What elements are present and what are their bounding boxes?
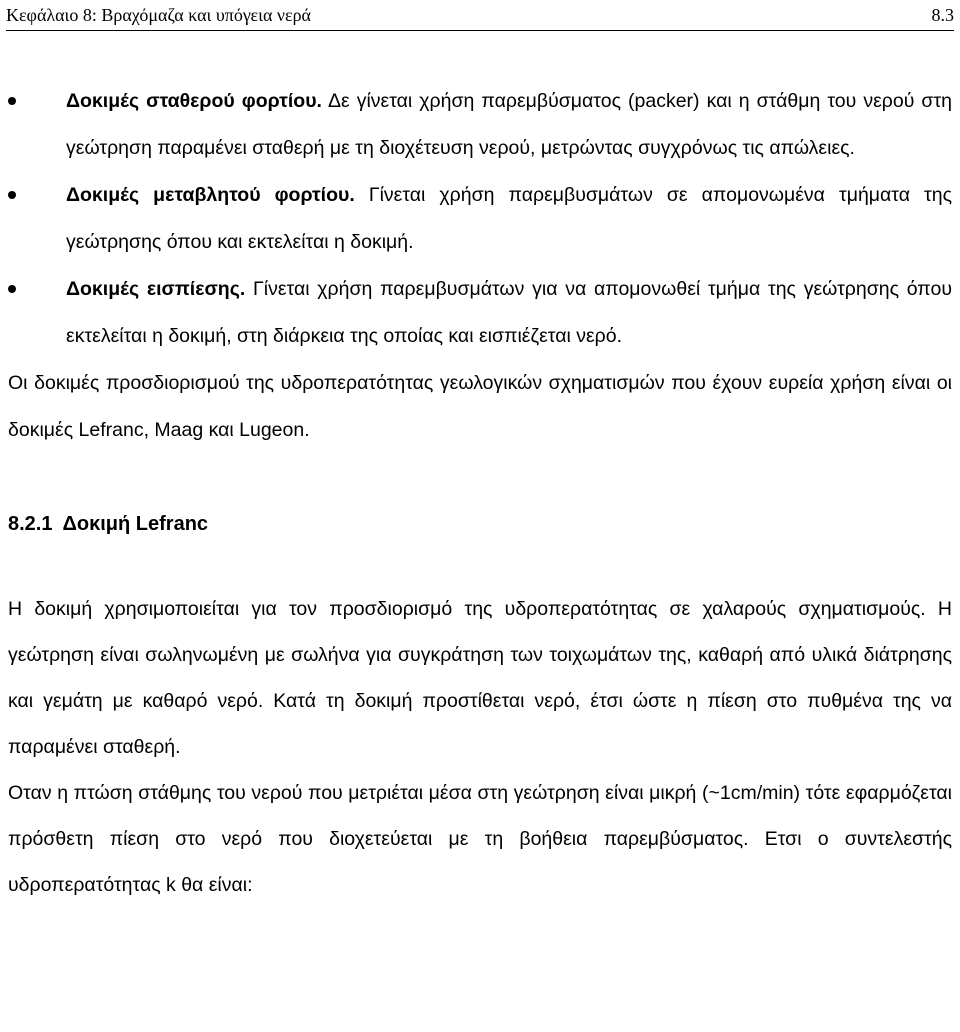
list-item <box>8 78 952 172</box>
body-paragraph: Οταν η πτώση στάθμης του νερού που μετριέται μέσα στη γεώτρηση είναι μικρή (~1cm/min) τότε εφαρμόζεται πρόσθετη πίεση στο νερό που διοχετεύεται με τη βοήθεια παρεμβύσματος. Ετσι ο συντελεστής υδροπερατότητας k θα είναι: <box>8 782 952 896</box>
list-item-text: Γίνεται χρήση παρεμβυσμάτων για να απομονωθεί τμήμα της γεώτρησης όπου εκτελείται η δοκιμή, στη διάρκεια της οποίας και εισπιέζεται νερό. <box>66 278 952 347</box>
section-heading <box>8 501 952 548</box>
document-body <box>8 78 952 908</box>
bullet-icon <box>8 191 16 199</box>
list-item-text: Γίνεται χρήση παρεμβυσμάτων σε απομονωμένα τμήματα της γεώτρησης όπου και εκτελείται η δοκιμή. <box>66 184 952 253</box>
section-number: 8.2.1 <box>8 513 53 535</box>
body-paragraph: Η δοκιμή χρησιμοποιείται για τον προσδιορισμό της υδροπερατότητας σε χαλαρούς σχηματισμούς. Η γεώτρηση είναι σωληνωμένη με σωλήνα για συγκράτηση των τοιχωμάτων της, καθαρή από υλικά διάτρησης και γεμάτη με καθαρό νερό. Κατά τη δοκιμή προστίθεται νερό, έτσι ώστε η πίεση στο πυθμένα της να παραμένει σταθερή. <box>8 598 952 758</box>
intro-paragraph: Οι δοκιμές προσδιορισμού της υδροπερατότητας γεωλογικών σχηματισμών που έχουν ευρεία χρήση είναι οι δοκιμές Lefranc, Maag και Lugeon. <box>8 372 952 441</box>
list-item <box>8 266 952 360</box>
page-header <box>6 2 954 31</box>
list-item-text: Δε γίνεται χρήση παρεμβύσματος (packer) και η στάθμη του νερού στη γεώτρηση παραμένει σταθερή με τη διοχέτευση νερού, μετρώντας συγχρόνως τις απώλειες. <box>66 90 952 159</box>
bullet-icon <box>8 285 16 293</box>
list-item <box>8 172 952 266</box>
section-title: Δοκιμή Lefranc <box>62 513 209 535</box>
list-item-title: Δοκιμές εισπίεσης. <box>66 278 246 300</box>
chapter-title: Κεφάλαιο 8: Βραχόμαζα και υπόγεια νερά <box>6 5 311 25</box>
list-item-title: Δοκιμές μεταβλητού φορτίου. <box>66 184 355 206</box>
page-number: 8.3 <box>931 5 954 25</box>
bullet-icon <box>8 97 16 105</box>
test-types-list <box>8 78 952 360</box>
list-item-title: Δοκιμές σταθερού φορτίου. <box>66 90 322 112</box>
